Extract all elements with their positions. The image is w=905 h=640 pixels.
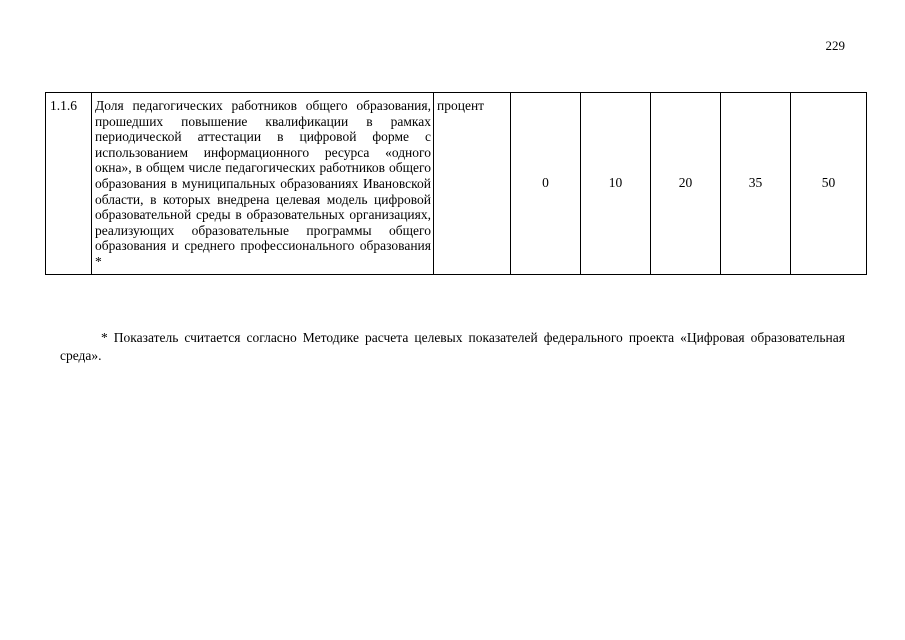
indicator-value-1: 0 xyxy=(511,93,581,275)
indicator-value-5: 50 xyxy=(791,93,867,275)
indicator-table xyxy=(45,92,867,275)
footnote-text: * Показатель считается согласно Методике расчета целевых показателей федерального проекта «Цифровая образовательная среда». xyxy=(60,330,845,363)
indicator-unit: процент xyxy=(434,93,511,275)
table-row xyxy=(46,93,867,275)
footnote xyxy=(60,329,845,365)
page-number: 229 xyxy=(825,38,845,53)
indicator-name: Доля педагогических работников общего образования, прошедших повышение квалификации в рамках периодической аттестации в цифровой форме с использованием информационного ресурса «одного окна», в общем числе педагогических работников общего образования в муниципальных образованиях Ивановской области, в которых внедрена целевая модель цифровой образовательной среды в образовательных организациях, реализующих образовательные программы общего образования и среднего профессионального образования * xyxy=(92,93,434,275)
indicator-value-3: 20 xyxy=(651,93,721,275)
indicator-code: 1.1.6 xyxy=(46,93,92,275)
indicator-value-2: 10 xyxy=(581,93,651,275)
indicator-value-4: 35 xyxy=(721,93,791,275)
